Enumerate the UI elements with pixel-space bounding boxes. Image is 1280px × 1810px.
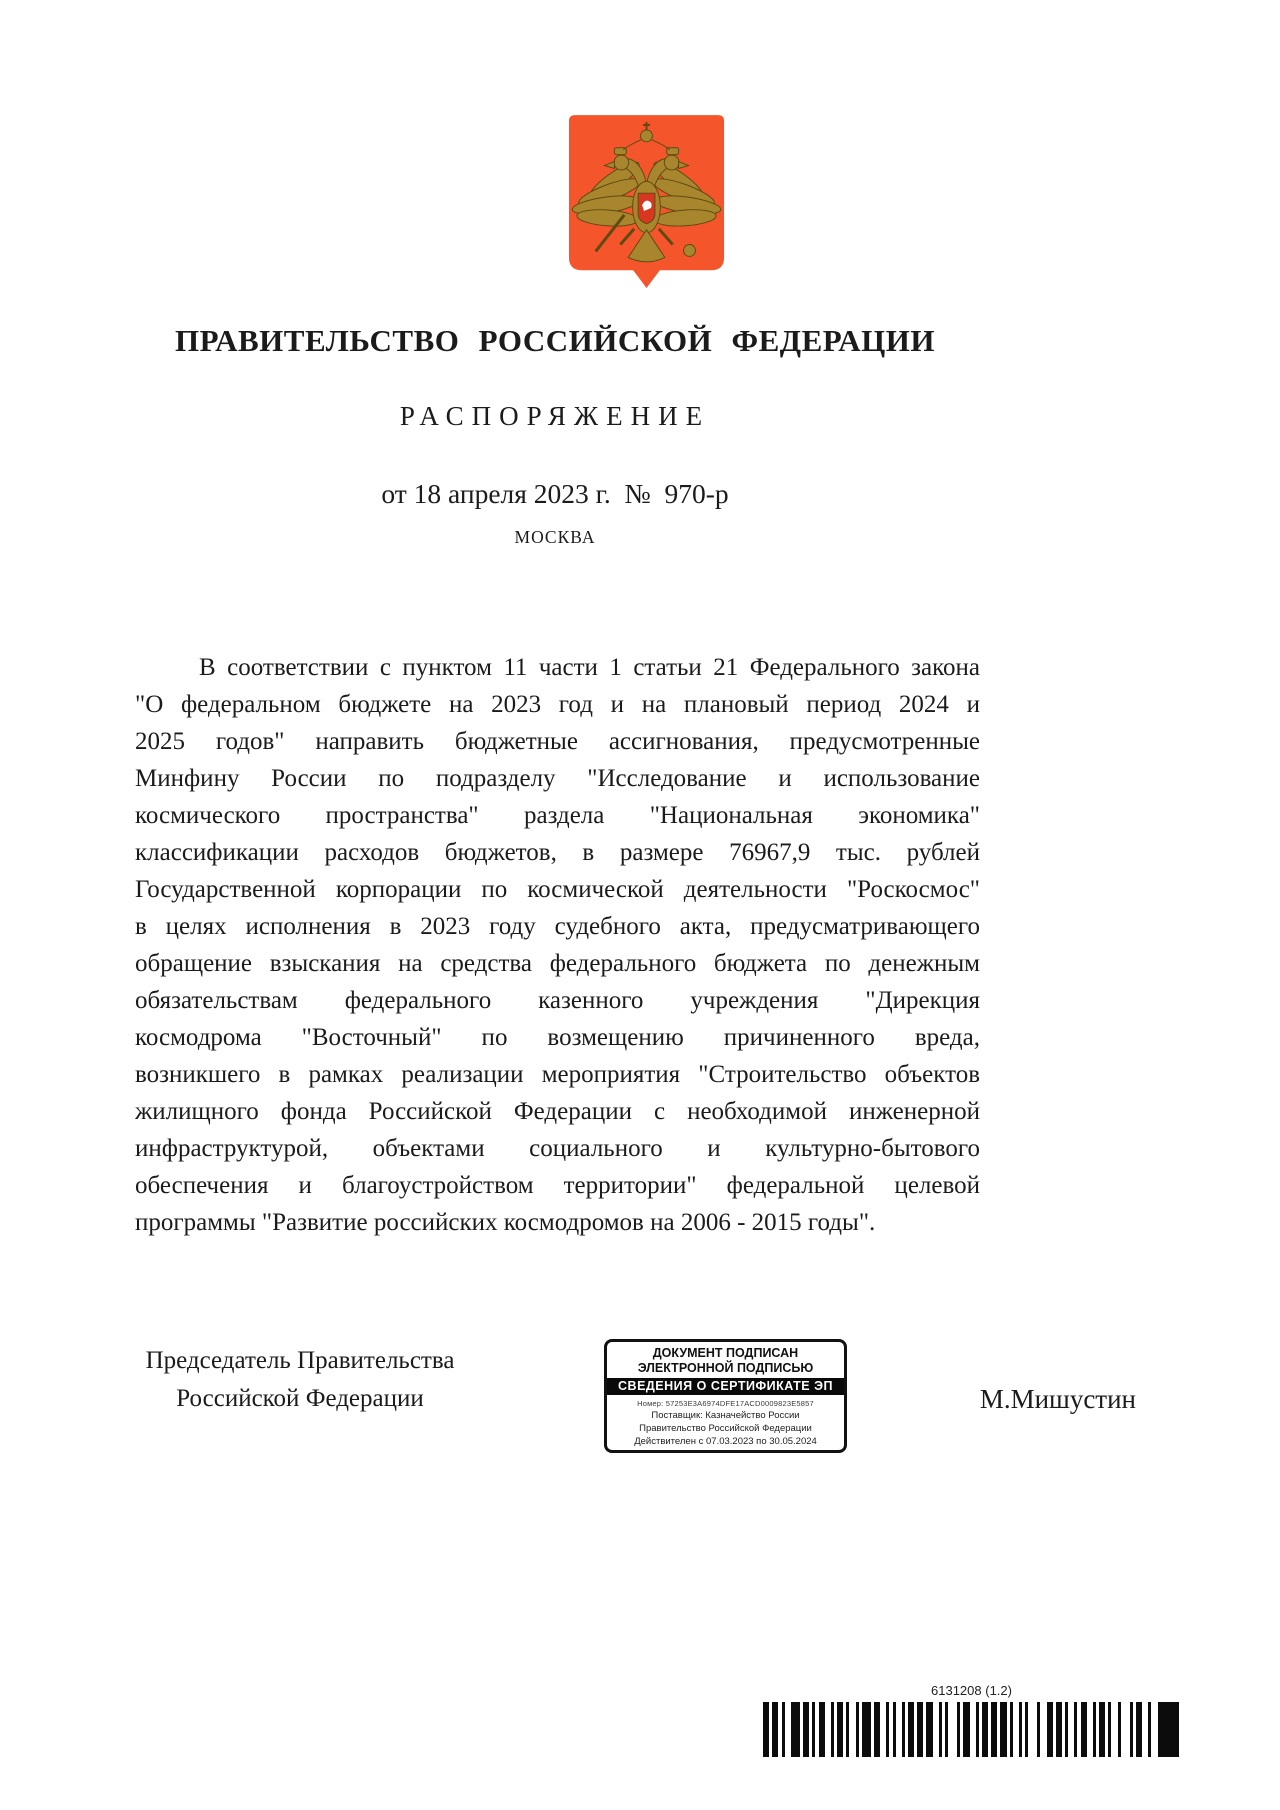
stamp-validity: Действителен с 07.03.2023 по 30.05.2024 bbox=[634, 1436, 817, 1447]
body-line: Минфину России по подразделу "Исследование и использование bbox=[135, 765, 980, 792]
body-line: Государственной корпорации по космической деятельности "Роскосмос" bbox=[135, 876, 980, 903]
barcode-label: 6131208 (1.2) bbox=[931, 1683, 1012, 1698]
body-line: классификации расходов бюджетов, в размере 76967,9 тыс. рублей bbox=[135, 839, 980, 866]
coat-of-arms-svg bbox=[565, 112, 728, 304]
russia-coat-of-arms-icon bbox=[565, 112, 728, 304]
authority-title: ПРАВИТЕЛЬСТВО РОССИЙСКОЙ ФЕДЕРАЦИИ bbox=[175, 323, 935, 358]
body-line: обращение взыскания на средства федерального бюджета по денежным bbox=[135, 950, 980, 977]
stamp-certificate-number: Номер: 57253E3A6974DFE17ACD0009823E5857 bbox=[637, 1399, 814, 1408]
stamp-certificate-bar: СВЕДЕНИЯ О СЕРТИФИКАТЕ ЭП bbox=[607, 1378, 844, 1395]
barcode-bar bbox=[791, 1702, 800, 1757]
document-type-title: РАСПОРЯЖЕНИЕ bbox=[399, 401, 711, 431]
stamp-title-line1: ДОКУМЕНТ ПОДПИСАН bbox=[652, 1346, 799, 1360]
body-line: программы "Развитие российских космодромов на 2006 - 2015 годы". bbox=[135, 1209, 876, 1236]
electronic-signature-stamp bbox=[604, 1339, 847, 1453]
body-line: космодрома "Восточный" по возмещению причиненного вреда, bbox=[135, 1024, 980, 1051]
body-line: инфраструктурой, объектами социального и культурно-бытового bbox=[135, 1135, 980, 1162]
signer-name: М.Мишустин bbox=[979, 1384, 1136, 1414]
signer-position-line1: Председатель Правительства bbox=[145, 1347, 455, 1374]
body-line: "О федеральном бюджете на 2023 год и на плановый период 2024 и bbox=[135, 691, 980, 718]
barcode-gap bbox=[1121, 1702, 1130, 1757]
stamp-provider: Поставщик: Казначейство России bbox=[651, 1410, 800, 1421]
barcode-gap bbox=[948, 1702, 957, 1757]
body-line: в целях исполнения в 2023 году судебного акта, предусматривающего bbox=[135, 913, 980, 940]
signer-position bbox=[135, 1342, 465, 1418]
city-label: МОСКВА bbox=[514, 527, 596, 547]
signer-position-line2: Российской Федерации bbox=[176, 1385, 424, 1412]
body-line: космического пространства" раздела "Национальная экономика" bbox=[135, 802, 980, 829]
barcode-bar bbox=[1158, 1702, 1180, 1757]
barcode-gap bbox=[1028, 1702, 1037, 1757]
body-line: обеспечения и благоустройством территории" федеральной целевой bbox=[135, 1172, 980, 1199]
body-text bbox=[135, 649, 980, 1241]
stamp-owner: Правительство Российской Федерации bbox=[639, 1423, 812, 1434]
stamp-title-line2: ЭЛЕКТРОННОЙ ПОДПИСЬЮ bbox=[637, 1361, 814, 1375]
date-and-number-line: от 18 апреля 2023 г. № 970-р bbox=[381, 478, 729, 509]
body-line: В соответствии с пунктом 11 части 1 статьи 21 Федерального закона bbox=[199, 654, 980, 681]
barcode bbox=[763, 1702, 1180, 1757]
barcode-bar bbox=[862, 1702, 871, 1757]
body-line: 2025 годов" направить бюджетные ассигнования, предусмотренные bbox=[135, 728, 980, 755]
body-line: обязательствам федерального казенного учреждения "Дирекция bbox=[135, 987, 980, 1014]
body-line: возникшего в рамках реализации мероприятия "Строительство объектов bbox=[135, 1061, 980, 1088]
body-line: жилищного фонда Российской Федерации с необходимой инженерной bbox=[135, 1098, 980, 1125]
